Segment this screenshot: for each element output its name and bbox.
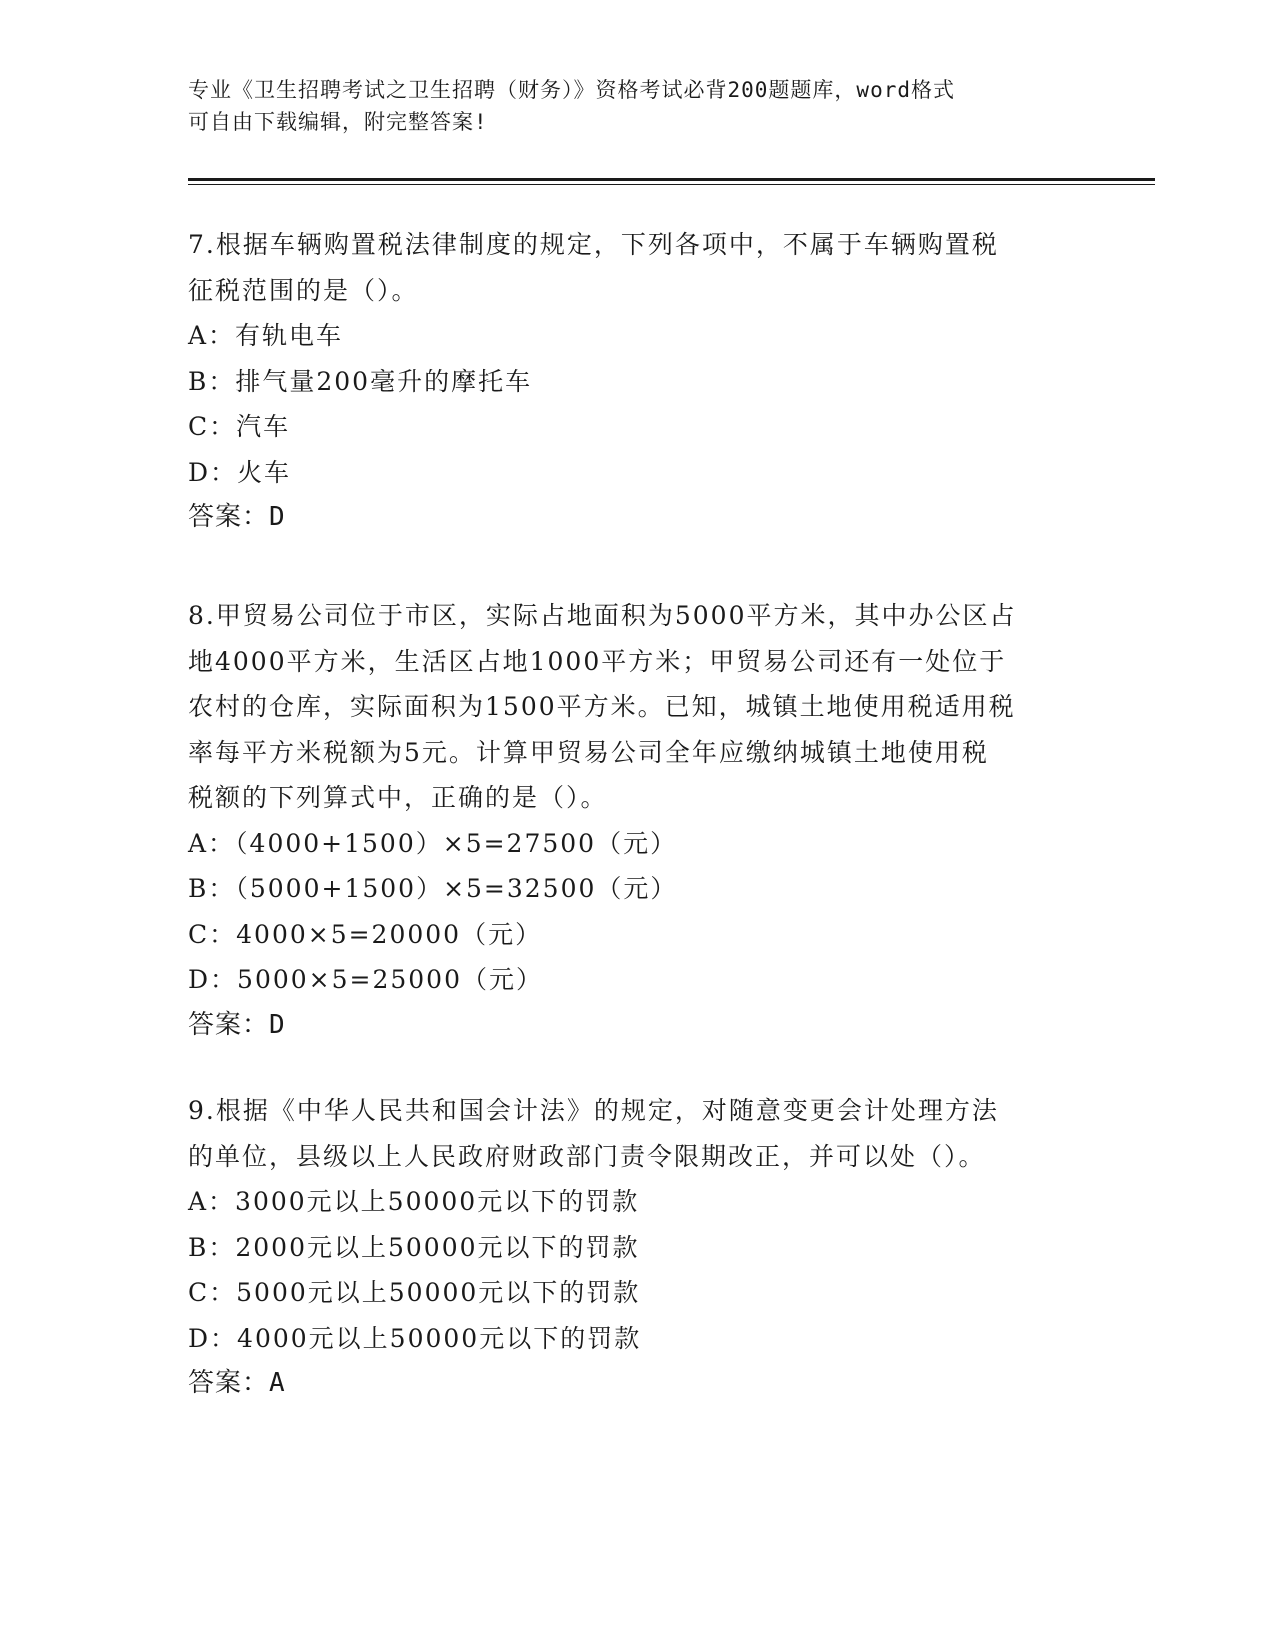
question-stem-line: 的单位，县级以上人民政府财政部门责令限期改正，并可以处（）。 <box>188 1141 986 1171</box>
question-9 <box>188 1088 1088 1407</box>
option-b: B：（5000+1500）×5=32500（元） <box>188 874 678 903</box>
answer-line: 答案：A <box>188 1368 286 1398</box>
document-header <box>188 74 1068 138</box>
option-c: C：5000元以上50000元以下的罚款 <box>188 1278 641 1307</box>
option-b: B：排气量200毫升的摩托车 <box>188 366 533 396</box>
question-stem-line: 9.根据《中华人民共和国会计法》的规定，对随意变更会计处理方法 <box>188 1096 999 1125</box>
question-stem-line: 征税范围的是（）。 <box>188 275 419 305</box>
answer-line: 答案：D <box>188 502 286 532</box>
option-d: D：5000×5=25000（元） <box>188 965 543 994</box>
answer-line: 答案：D <box>188 1009 286 1040</box>
option-d: D：火车 <box>188 457 292 487</box>
question-stem-line: 率每平方米税额为5元。计算甲贸易公司全年应缴纳城镇土地使用税 <box>188 737 989 767</box>
question-stem-line: 7.根据车辆购置税法律制度的规定，下列各项中，不属于车辆购置税 <box>188 230 999 259</box>
option-a: A：（4000+1500）×5=27500（元） <box>188 828 678 858</box>
header-line: 可自由下载编辑，附完整答案! <box>188 110 488 134</box>
option-a: A：3000元以上50000元以下的罚款 <box>188 1187 640 1216</box>
header-line: 专业《卫生招聘考试之卫生招聘（财务）》资格考试必背200题题库，word格式 <box>188 78 955 102</box>
question-stem-line: 税额的下列算式中，正确的是（）。 <box>188 783 608 812</box>
question-stem-line: 农村的仓库，实际面积为1500平方米。已知，城镇土地使用税适用税 <box>188 692 1016 721</box>
header-divider <box>188 178 1155 181</box>
option-c: C：4000×5=20000（元） <box>188 919 543 949</box>
question-stem-line: 8.甲贸易公司位于市区，实际占地面积为5000平方米，其中办公区占 <box>188 601 1017 630</box>
header-divider <box>188 184 1155 185</box>
question-stem-line: 地4000平方米，生活区占地1000平方米；甲贸易公司还有一处位于 <box>188 646 1007 676</box>
question-8 <box>188 593 1088 1048</box>
question-7 <box>188 222 1088 541</box>
option-a: A：有轨电车 <box>188 321 344 350</box>
option-b: B：2000元以上50000元以下的罚款 <box>188 1232 640 1262</box>
option-d: D：4000元以上50000元以下的罚款 <box>188 1323 642 1353</box>
option-c: C：汽车 <box>188 412 291 441</box>
